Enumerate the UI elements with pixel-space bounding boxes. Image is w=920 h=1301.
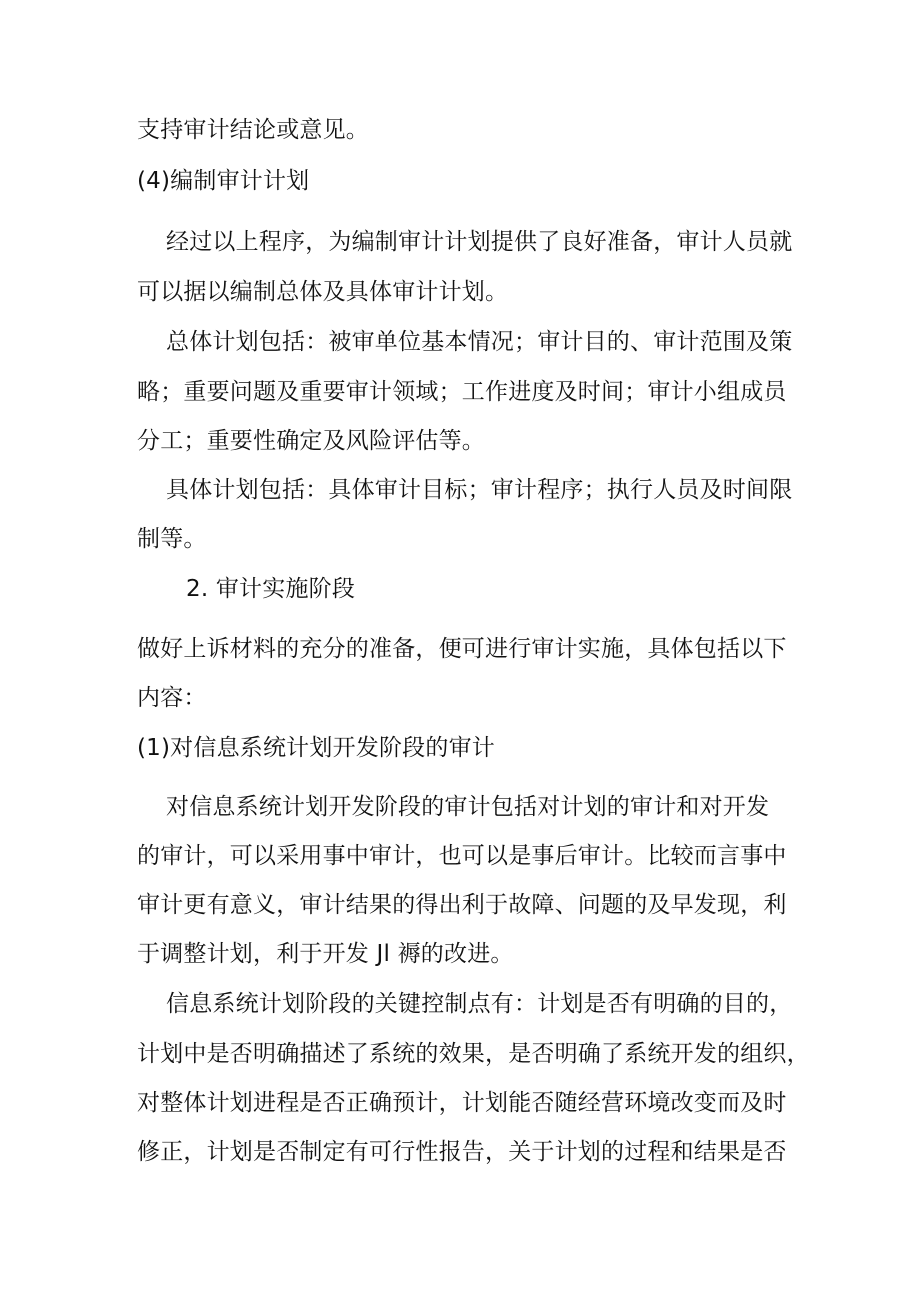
text-line-18: 信息系统计划阶段的关键控制点有：计划是否有明确的目的， bbox=[166, 991, 793, 1017]
section-heading-4: (4)编制审计计划 bbox=[137, 168, 310, 194]
text-line-8: 具体计划包括：具体审计目标；审计程序；执行人员及时间限 bbox=[166, 477, 793, 503]
text-line-17: 于调整计划，利于开发 Jl 褥的改进。 bbox=[137, 941, 514, 967]
text-line-21: 修正，计划是否制定有可行性报告，关于计划的过程和结果是否 bbox=[137, 1139, 787, 1165]
text-line-11: 做好上诉材料的充分的准备，便可进行审计实施，具体包括以下 bbox=[137, 636, 787, 662]
text-line-19: 计划中是否明确描述了系统的效果，是否明确了系统开发的组织， bbox=[137, 1041, 810, 1067]
text-line-16: 审计更有意义，审计结果的得出利于故障、问题的及早发现，利 bbox=[137, 892, 787, 918]
section-heading-2: 2. 审计实施阶段 bbox=[186, 576, 356, 602]
text-line-15: 的审计，可以采用事中审计，也可以是事后审计。比较而言事中 bbox=[137, 843, 787, 869]
text-line-4: 可以据以编制总体及具体审计计划。 bbox=[137, 279, 509, 305]
text-line-3: 经过以上程序，为编制审计计划提供了良好准备，审计人员就 bbox=[166, 229, 793, 255]
text-line-9: 制等。 bbox=[137, 526, 207, 552]
text-line-6: 略；重要问题及重要审计领域；工作进度及时间；审计小组成员 bbox=[137, 379, 787, 405]
text-line-7: 分工；重要性确定及风险评估等。 bbox=[137, 428, 485, 454]
text-line-14: 对信息系统计划开发阶段的审计包括对计划的审计和对开发 bbox=[166, 794, 770, 820]
section-heading-1: (1)对信息系统计划开发阶段的审计 bbox=[137, 735, 495, 761]
text-line-20: 对整体计划进程是否正确预计，计划能否随经营环境改变而及时 bbox=[137, 1090, 787, 1116]
text-line-12: 内容： bbox=[137, 685, 207, 711]
text-line-1: 支持审计结论或意见。 bbox=[137, 117, 369, 143]
text-line-5: 总体计划包括：被审单位基本情况；审计目的、审计范围及策 bbox=[166, 329, 793, 355]
